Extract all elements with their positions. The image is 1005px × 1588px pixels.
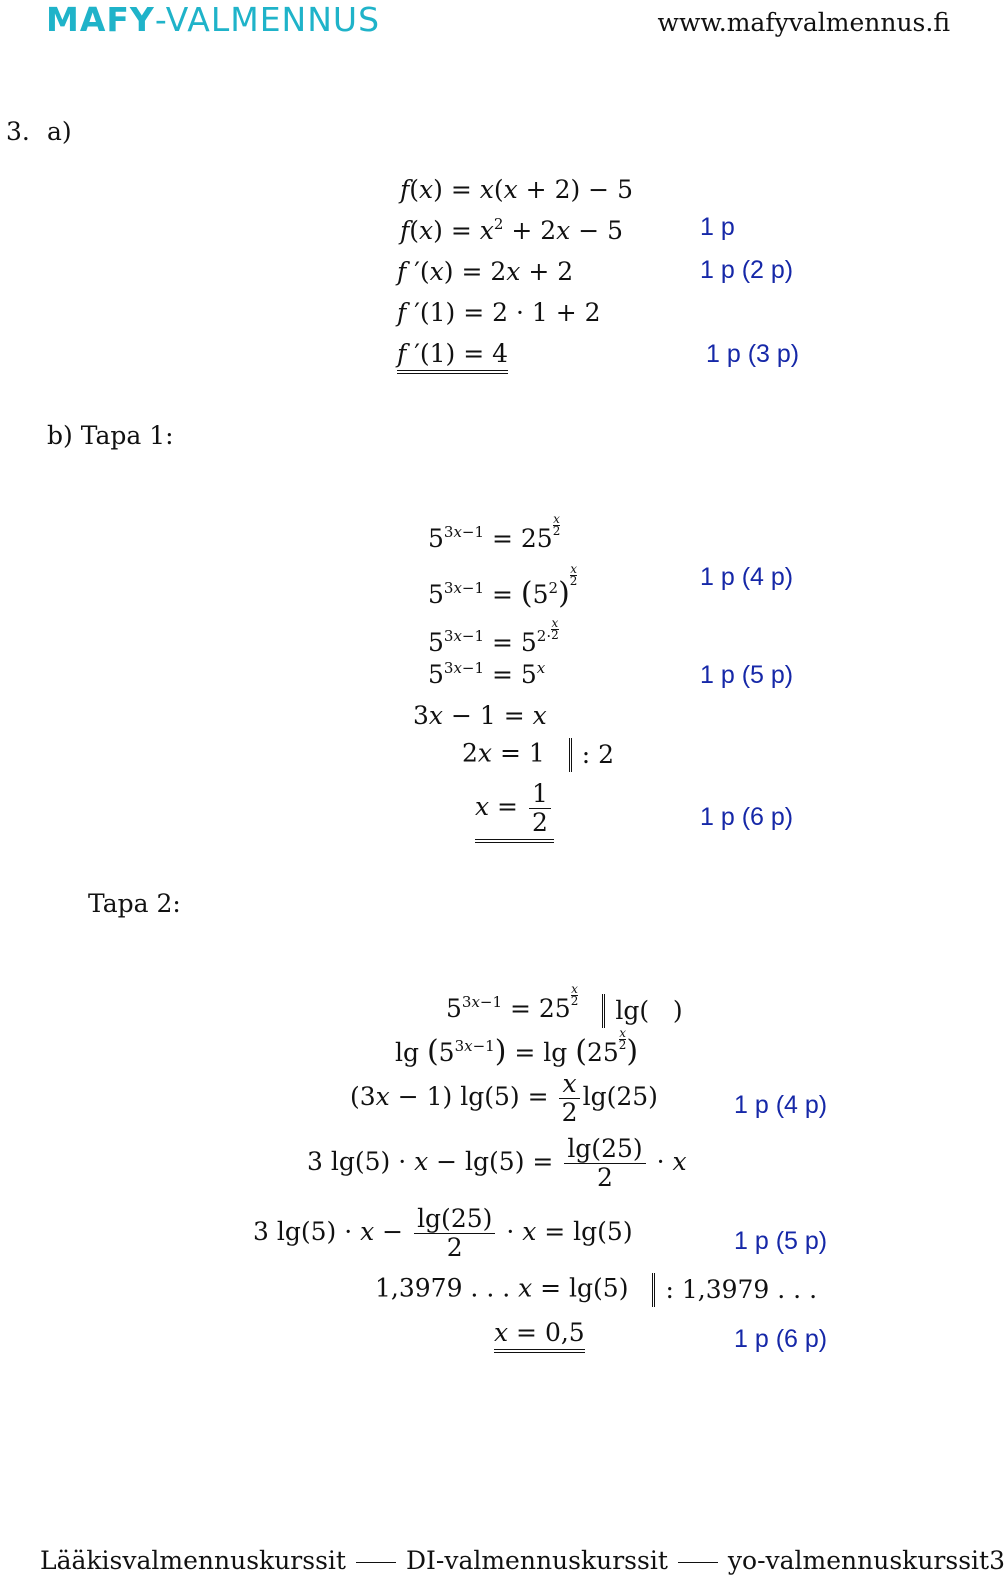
- eq-b2-line3: (3x − 1) lg(5) = $\frac{x}{2}$ lg(25): [350, 1069, 658, 1127]
- eq-b2-line4: 3 lg(5) · x − lg(5) = $\frac{\lg(25)}{2}$ · x: [307, 1134, 687, 1192]
- eq-b1-line2: $5^{3x-1} = (5^2)$ $\frac{x}{2}$: [428, 562, 578, 611]
- mafy-logo: [46, 0, 380, 39]
- part-a-label: a): [47, 117, 72, 146]
- eq-b2-line7: x = 0,5: [494, 1318, 585, 1347]
- eq-b1-line7: x = $\frac{1}{2}$: [475, 780, 554, 843]
- points-b1-1: 1 p (4 p): [700, 563, 794, 591]
- logo-light-text: -VALMENNUS: [154, 0, 381, 39]
- website-url[interactable]: www.mafyvalmennus.fi: [657, 8, 950, 37]
- footer-dash: [678, 1562, 718, 1563]
- eq-b1-line1: $5^{3x-1} = 25$ $\frac{x}{2}$: [428, 512, 561, 553]
- tapa2-label: Tapa 2:: [88, 889, 181, 918]
- eq-b1-line6: 2x = 1 : 2: [462, 738, 614, 772]
- eq-b2-line1: $5^{3x-1} = 25$ $\frac{x}{2}$ lg( ): [446, 984, 683, 1028]
- footer-item-di: DI-valmennuskurssit: [405, 1546, 668, 1575]
- points-a2: 1 p (2 p): [700, 256, 794, 284]
- eq-b1-line5: 3x − 1 = x: [413, 701, 547, 730]
- eq-b1-line3: $5^{3x-1} = 5^{2\cdot}$ $\frac{x}{2}$: [428, 616, 559, 657]
- points-b1-3: 1 p (6 p): [700, 803, 794, 831]
- points-b2-3: 1 p (6 p): [734, 1325, 828, 1353]
- points-a1: 1 p: [700, 213, 735, 241]
- eq-b2-line5: 3 lg(5) · x − $\frac{\lg(25)}{2}$ · x = lg(5): [253, 1204, 633, 1262]
- points-b1-2: 1 p (5 p): [700, 661, 794, 689]
- points-b2-1: 1 p (4 p): [734, 1091, 828, 1119]
- points-a3: 1 p (3 p): [706, 340, 800, 368]
- problem-number: 3.: [6, 117, 30, 146]
- footer-item-laakis: Lääkisvalmennuskurssit: [40, 1546, 346, 1575]
- eq-a-line2: $f(x) = x^2 + 2x - 5$: [400, 215, 624, 245]
- eq-a-line1: f(x) = x(x + 2) − 5: [400, 175, 633, 204]
- eq-b1-line4: $5^{3x-1} = 5^x$: [428, 659, 546, 689]
- eq-b2-line2: $\lg (5^{3x-1}) = \lg (25$ $\frac{x}{2}$ ): [395, 1026, 639, 1069]
- footer: [40, 1546, 1005, 1575]
- logo-bold-text: MAFY: [46, 0, 155, 39]
- page-number: 3: [989, 1546, 1005, 1575]
- eq-a-line5: f ′(1) = 4: [397, 339, 508, 368]
- footer-item-yo: yo-valmennuskurssit: [727, 1546, 990, 1575]
- eq-a-line4: f ′(1) = 2 · 1 + 2: [397, 298, 601, 327]
- part-b-label: b) Tapa 1:: [47, 421, 174, 450]
- footer-dash: [356, 1562, 396, 1563]
- eq-a-line3: f ′(x) = 2x + 2: [397, 257, 574, 286]
- eq-b2-line6: 1,3979 . . . x = lg(5) : 1,3979 . . .: [375, 1273, 817, 1307]
- points-b2-2: 1 p (5 p): [734, 1227, 828, 1255]
